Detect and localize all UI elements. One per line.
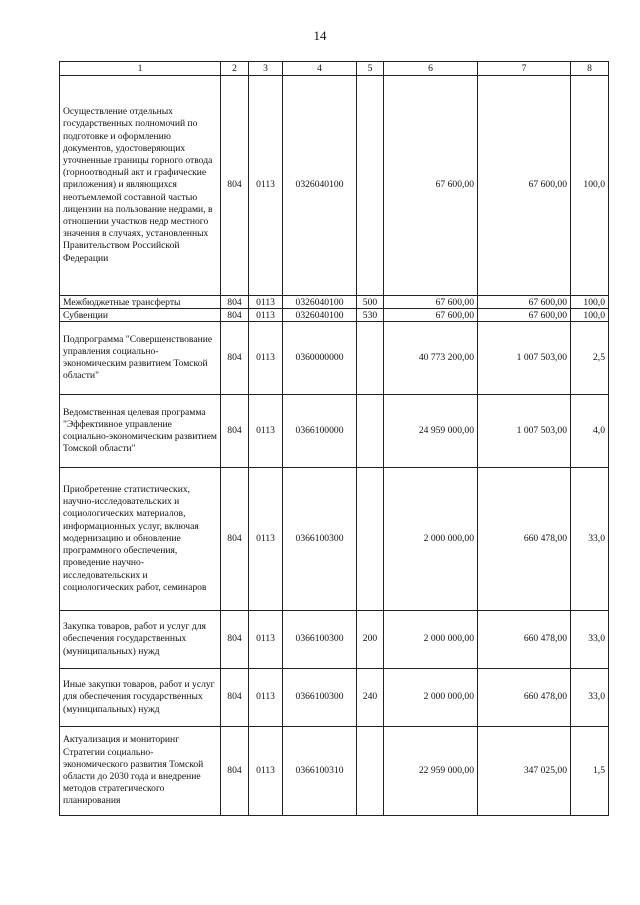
row-expense-type [357,727,384,816]
row-plan-amount: 24 959 000,00 [384,395,478,468]
table-row [60,669,609,727]
row-percent: 4,0 [571,395,609,468]
table-header-row [60,62,609,76]
row-expense-type [357,76,384,296]
row-percent: 1,5 [571,727,609,816]
row-name: Закупка товаров, работ и услуг для обеспечения государственных (муниципальных) нужд [60,611,221,669]
row-section-code: 0113 [249,322,283,395]
row-plan-amount: 67 600,00 [384,296,478,309]
row-section-code: 0113 [249,611,283,669]
row-percent: 33,0 [571,468,609,611]
row-actual-amount: 67 600,00 [478,76,571,296]
row-expense-type [357,322,384,395]
header-cell-7: 7 [478,62,571,76]
row-plan-amount: 22 959 000,00 [384,727,478,816]
row-plan-amount: 2 000 000,00 [384,669,478,727]
row-plan-amount: 2 000 000,00 [384,468,478,611]
row-name: Межбюджетные трансферты [60,296,221,309]
row-section-code: 0113 [249,727,283,816]
row-section-code: 0113 [249,468,283,611]
row-percent: 33,0 [571,611,609,669]
header-cell-5: 5 [357,62,384,76]
table-row [60,76,609,296]
row-target-code: 0366100000 [283,395,357,468]
row-target-code: 0366100310 [283,727,357,816]
row-name: Иные закупки товаров, работ и услуг для обеспечения государственных (муниципальных) нужд [60,669,221,727]
row-percent: 33,0 [571,669,609,727]
table-row [60,322,609,395]
row-target-code: 0366100300 [283,468,357,611]
table-row [60,296,609,309]
row-percent: 100,0 [571,309,609,322]
row-target-code: 0366100300 [283,669,357,727]
row-ministry-code: 804 [221,322,249,395]
row-section-code: 0113 [249,395,283,468]
header-cell-1: 1 [60,62,221,76]
row-section-code: 0113 [249,669,283,727]
header-cell-4: 4 [283,62,357,76]
table-row [60,309,609,322]
row-name: Осуществление отдельных государственных полномочий по подготовке и оформлению документов, удостоверяющих уточненные границы горного отвода (горноотводный акт и графические приложения) и являющихся неотъемлемой составной частью лицензии на пользование недрами, в отношении участков недр местного значения в случаях, установленных Правительством Российской Федерации [60,76,221,296]
row-expense-type [357,395,384,468]
header-cell-6: 6 [384,62,478,76]
row-ministry-code: 804 [221,76,249,296]
row-expense-type: 500 [357,296,384,309]
row-actual-amount: 1 007 503,00 [478,395,571,468]
row-ministry-code: 804 [221,727,249,816]
row-target-code: 0366100300 [283,611,357,669]
row-ministry-code: 804 [221,468,249,611]
row-section-code: 0113 [249,76,283,296]
row-ministry-code: 804 [221,395,249,468]
row-name: Подпрограмма "Совершенствование управления социально-экономическим развитием Томской области" [60,322,221,395]
row-ministry-code: 804 [221,611,249,669]
row-actual-amount: 1 007 503,00 [478,322,571,395]
row-plan-amount: 40 773 200,00 [384,322,478,395]
table-row [60,468,609,611]
row-name: Субвенции [60,309,221,322]
row-expense-type: 240 [357,669,384,727]
row-target-code: 0326040100 [283,76,357,296]
row-percent: 100,0 [571,296,609,309]
row-name: Приобретение статистических, научно-исследовательских и социологических материалов, информационных услуг, включая модернизацию и обновление программного обеспечения, проведение научно-исследовательских и социологических работ, семинаров [60,468,221,611]
row-target-code: 0326040100 [283,296,357,309]
table-row [60,727,609,816]
row-target-code: 0360000000 [283,322,357,395]
table-row [60,611,609,669]
row-expense-type: 530 [357,309,384,322]
row-actual-amount: 67 600,00 [478,296,571,309]
row-section-code: 0113 [249,309,283,322]
row-actual-amount: 660 478,00 [478,669,571,727]
table-row [60,395,609,468]
row-percent: 2,5 [571,322,609,395]
row-ministry-code: 804 [221,309,249,322]
header-cell-8: 8 [571,62,609,76]
header-cell-2: 2 [221,62,249,76]
row-ministry-code: 804 [221,296,249,309]
row-plan-amount: 67 600,00 [384,309,478,322]
row-target-code: 0326040100 [283,309,357,322]
page-number: 14 [313,28,327,43]
row-actual-amount: 660 478,00 [478,468,571,611]
row-percent: 100,0 [571,76,609,296]
header-cell-3: 3 [249,62,283,76]
row-name: Ведомственная целевая программа "Эффективное управление социально-экономическим развитием Томской области" [60,395,221,468]
row-section-code: 0113 [249,296,283,309]
row-actual-amount: 347 025,00 [478,727,571,816]
row-name: Актуализация и мониторинг Стратегии социально-экономического развития Томской области до 2030 года и внедрение методов стратегического планирования [60,727,221,816]
row-plan-amount: 2 000 000,00 [384,611,478,669]
row-actual-amount: 67 600,00 [478,309,571,322]
budget-table [59,61,609,816]
row-plan-amount: 67 600,00 [384,76,478,296]
row-actual-amount: 660 478,00 [478,611,571,669]
row-expense-type: 200 [357,611,384,669]
row-ministry-code: 804 [221,669,249,727]
row-expense-type [357,468,384,611]
